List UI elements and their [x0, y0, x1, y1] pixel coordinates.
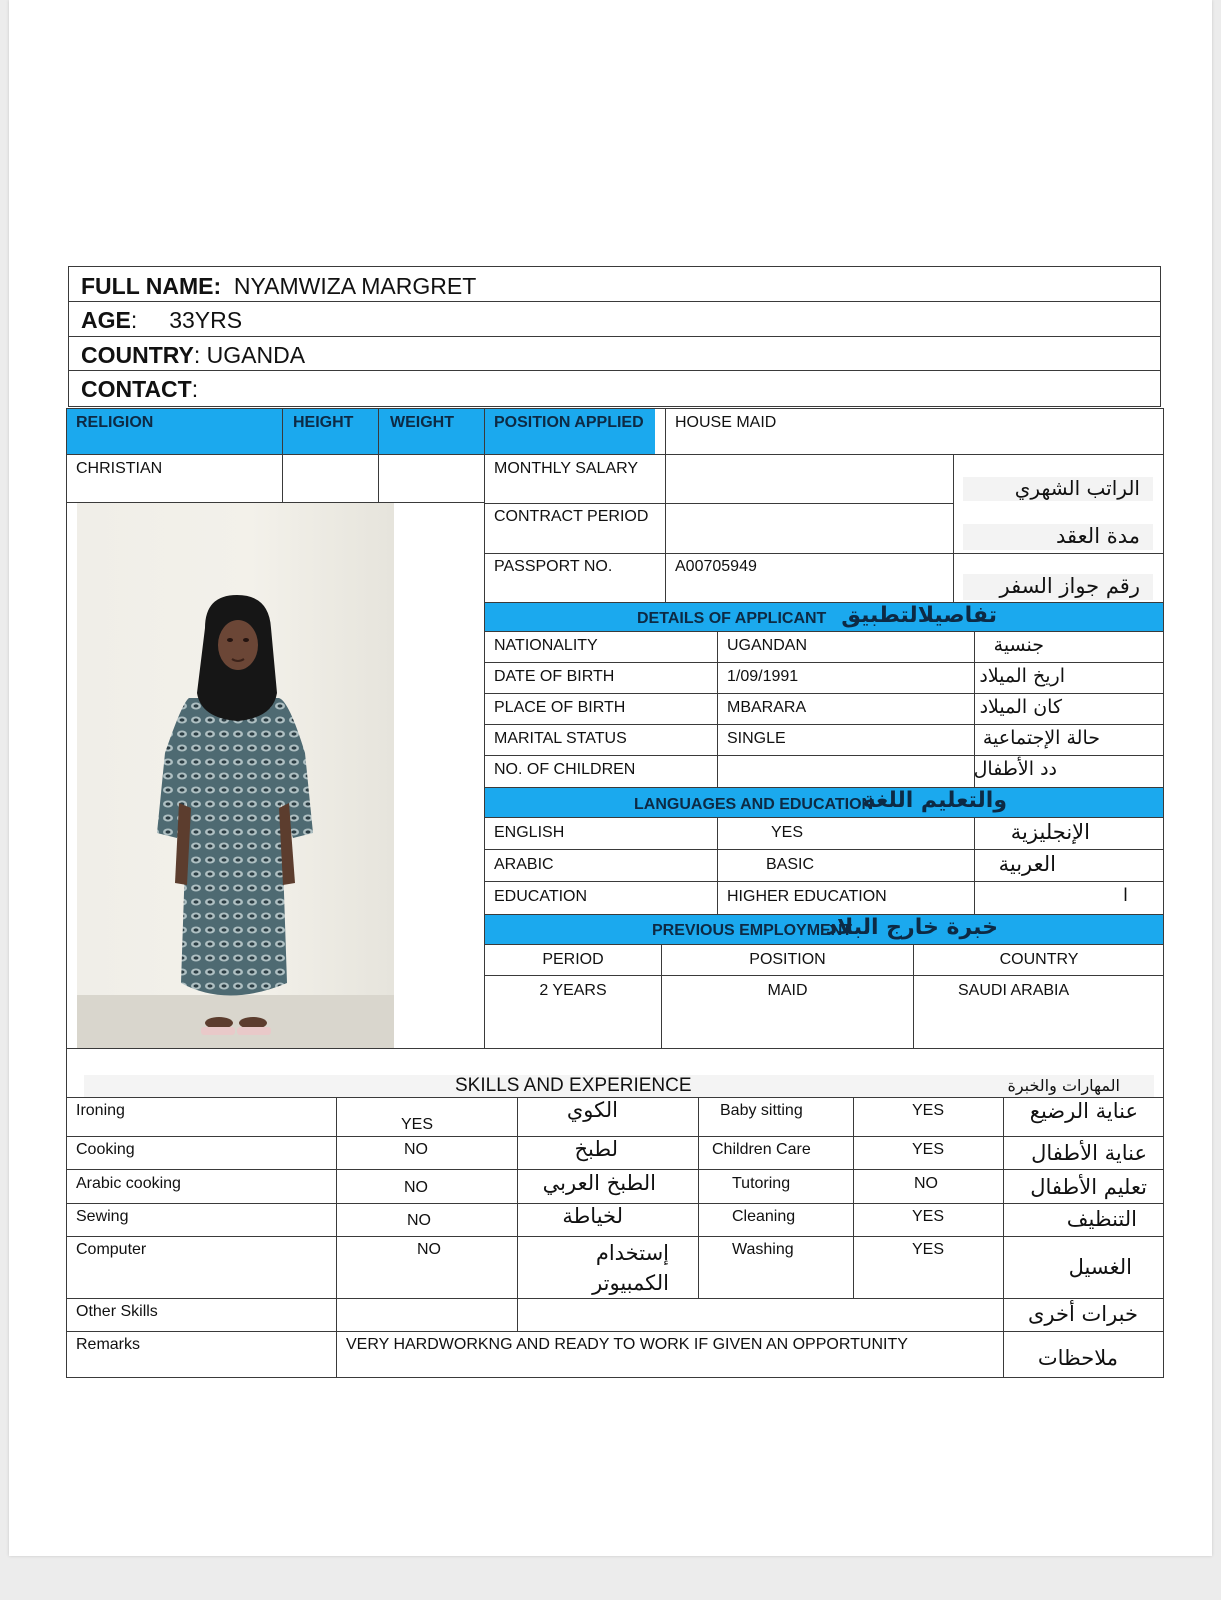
skill-label: Ironing	[76, 1102, 125, 1119]
language-row-ar: العربية	[998, 852, 1056, 876]
monthly-salary-ar: الراتب الشهري	[1014, 476, 1140, 500]
skill-ar: إستخدام الكمبيوتر	[592, 1241, 669, 1295]
full-name-value: NYAMWIZA MARGRET	[233, 273, 477, 299]
details-row-label: PLACE OF BIRTH	[494, 699, 626, 716]
skill2-value: YES	[912, 1208, 945, 1225]
skill2-label: Washing	[732, 1241, 794, 1258]
language-row-label: EDUCATION	[494, 888, 588, 905]
full-name-label: FULL NAME	[81, 273, 214, 299]
skill-value: NO	[404, 1179, 428, 1196]
employment-country: SAUDI ARABIA	[958, 982, 1070, 999]
skill2-ar: الغسيل	[1068, 1255, 1132, 1279]
contract-period-label: CONTRACT PERIOD	[494, 508, 649, 525]
details-row-value: MBARARA	[727, 699, 807, 716]
skill-label: Arabic cooking	[76, 1175, 181, 1192]
skill2-value: YES	[912, 1241, 945, 1258]
skill-value: YES	[401, 1116, 434, 1133]
employment-title-ar: خبرة خارج البلاد	[825, 915, 998, 940]
passport-label: PASSPORT NO.	[494, 558, 613, 575]
language-row-value: BASIC	[766, 856, 815, 873]
language-row-value: HIGHER EDUCATION	[727, 888, 887, 905]
country-row: COUNTRY: UGANDA	[81, 342, 306, 368]
skills-title-ar: المهارات والخبرة	[1007, 1076, 1120, 1095]
country-value: UGANDA	[206, 342, 306, 368]
other-skills-label: Other Skills	[76, 1303, 158, 1320]
details-row-value: UGANDAN	[727, 637, 808, 654]
skill-value: NO	[404, 1141, 428, 1158]
skill2-ar: تعليم الأطفال	[1030, 1175, 1147, 1199]
skill2-label: Baby sitting	[720, 1102, 803, 1119]
other-skills-ar: خبرات أخرى	[1027, 1302, 1138, 1326]
skill-ar: الطبخ العربي	[542, 1171, 656, 1195]
passport-ar: رقم جواز السفر	[999, 574, 1140, 598]
skill2-value: NO	[914, 1175, 938, 1192]
applicant-photo	[77, 503, 394, 1048]
details-row-ar: حالة الإجتماعية	[982, 727, 1100, 749]
employment-period: 2 YEARS	[539, 982, 607, 999]
employment-position: MAID	[767, 982, 808, 999]
details-title: DETAILS OF APPLICANT	[637, 610, 827, 627]
religion-header: RELIGION	[76, 414, 154, 431]
remarks-label: Remarks	[76, 1336, 141, 1353]
employment-header-country: COUNTRY	[999, 951, 1079, 968]
skill2-label: Children Care	[712, 1141, 811, 1158]
skill-label: Cooking	[76, 1141, 135, 1158]
details-row-value: 1/09/1991	[727, 668, 799, 685]
contract-period-ar: مدة العقد	[1056, 524, 1140, 548]
details-row-value: SINGLE	[727, 730, 786, 747]
employment-title: PREVIOUS EMPLOYMENT	[652, 922, 853, 939]
details-row-label: NO. OF CHILDREN	[494, 761, 636, 778]
skill2-ar: التنظيف	[1066, 1207, 1137, 1231]
details-row-label: MARITAL STATUS	[494, 730, 627, 747]
full-name-row: FULL NAME: NYAMWIZA MARGRET	[81, 273, 477, 299]
skill-label: Sewing	[76, 1208, 129, 1225]
language-row-label: ARABIC	[494, 856, 554, 873]
skill-label: Computer	[76, 1241, 147, 1258]
religion-value: CHRISTIAN	[76, 460, 163, 477]
details-row-label: NATIONALITY	[494, 637, 598, 654]
age-row: AGE: 33YRS	[81, 307, 243, 333]
skill2-value: YES	[912, 1141, 945, 1158]
details-row-ar: كان الميلاد	[979, 696, 1062, 718]
employment-header-period: PERIOD	[542, 951, 604, 968]
skill2-ar: عناية الرضيع	[1029, 1099, 1138, 1123]
skill-ar: لخياطة	[562, 1204, 623, 1228]
details-row-ar: اريخ الميلاد	[979, 665, 1065, 687]
weight-header: WEIGHT	[390, 414, 454, 431]
skill-value: NO	[417, 1241, 441, 1258]
details-title-ar: تفاصيلالتطبيق	[841, 603, 997, 628]
details-row-ar: جنسية	[993, 634, 1044, 656]
position-value: HOUSE MAID	[675, 414, 777, 431]
language-row-ar: الإنجليزية	[1010, 820, 1090, 844]
position-header: POSITION APPLIED	[494, 414, 644, 431]
age-label: AGE	[81, 307, 131, 333]
age-value: 33YRS	[169, 307, 243, 333]
language-row-value: YES	[771, 824, 804, 841]
details-row-ar: دد الأطفال	[973, 758, 1057, 780]
language-row-ar: ا	[1122, 885, 1128, 906]
height-header: HEIGHT	[293, 414, 354, 431]
language-row-label: ENGLISH	[494, 824, 565, 841]
contact-label: CONTACT	[81, 376, 192, 402]
languages-title-ar: والتعليم اللغة	[862, 788, 1007, 813]
skill-value: NO	[407, 1212, 431, 1229]
country-label: COUNTRY	[81, 342, 194, 368]
employment-header-position: POSITION	[749, 951, 826, 968]
passport-value: A00705949	[675, 558, 757, 575]
skill-ar: لطبخ	[574, 1137, 618, 1161]
skill-ar: الكوي	[566, 1098, 618, 1122]
remarks-value: VERY HARDWORKNG AND READY TO WORK IF GIVEN AN OPPORTUNITY	[346, 1336, 908, 1353]
skill2-label: Tutoring	[732, 1175, 791, 1192]
monthly-salary-label: MONTHLY SALARY	[494, 460, 639, 477]
skill2-label: Cleaning	[732, 1208, 796, 1225]
details-row-label: DATE OF BIRTH	[494, 668, 615, 685]
skill2-ar: عناية الأطفال	[1031, 1141, 1147, 1165]
skill2-value: YES	[912, 1102, 945, 1119]
languages-title: LANGUAGES AND EDUCATION	[634, 796, 874, 813]
remarks-ar: ملاحظات	[1037, 1346, 1118, 1370]
contact-row: CONTACT:	[81, 376, 199, 402]
biodata-page	[9, 0, 1212, 1556]
skills-title: SKILLS AND EXPERIENCE	[455, 1075, 692, 1096]
